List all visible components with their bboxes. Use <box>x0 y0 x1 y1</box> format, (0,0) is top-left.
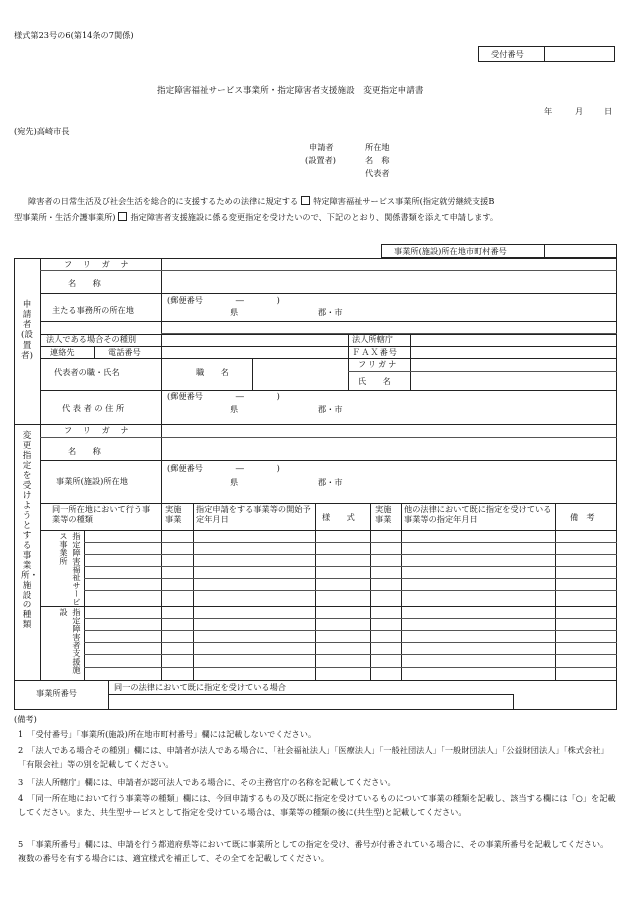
s1-furigana-label: フ リ ガ ナ <box>64 259 133 269</box>
s1-position-label: 職 名 <box>196 367 229 377</box>
s1-rep-postal: (郵便番号 ― ) <box>167 391 280 401</box>
col-notes-header: 備 考 <box>570 512 595 522</box>
col-other-header: 他の法律において既に指定を受けている事業等の指定年月日 <box>404 504 552 525</box>
s1-city: 郡・市 <box>318 307 343 317</box>
page-title: 指定障害福祉サービス事業所・指定障害者支援施設 変更指定申請書 <box>157 86 424 96</box>
same-law-label: 同一の法律において既に指定を受けている場合 <box>114 682 286 692</box>
s2-postal: (郵便番号 ― ) <box>167 463 280 473</box>
s1-rep-city: 郡・市 <box>318 404 343 414</box>
s1-contact-label: 連絡先 <box>50 347 75 357</box>
checkbox-specified-welfare[interactable] <box>301 196 310 205</box>
col-impl2-header: 実施事業 <box>375 504 392 525</box>
col-type-header: 同一所在地において行う事業等の種類 <box>52 504 151 525</box>
note-2: 2 「法人である場合その種別」欄には、申請者が法人である場合に、「社会福祉法人」「医療法人」「一般社団法人」「一般財団法人」「公益財団法人」「株式会社」「有限会社」等の別を記載してください。 <box>18 745 609 769</box>
applicant-label: 申請者 <box>309 142 334 152</box>
intro-part-2: 特定障害福祉サービス事業所(指定就労継続支援B <box>313 196 495 206</box>
date-year: 年 <box>544 106 553 116</box>
applicant-rep-label: 代表者 <box>365 168 390 178</box>
intro-part-3: 型事業所・生活介護事業所) <box>14 212 116 222</box>
s1-rep-address-label: 代 表 者 の 住 所 <box>62 403 125 413</box>
office-number-label: 事業所(施設)所在地市町村番号 <box>394 246 507 256</box>
col-impl-header: 実施事業 <box>165 504 182 525</box>
s1-furigana2-label: フリガナ <box>358 359 399 369</box>
date-month: 月 <box>575 106 584 116</box>
s2-office-location-label: 事業所(施設)所在地 <box>56 476 128 486</box>
group2-label: 指定障害者支援施設 <box>59 608 82 674</box>
s2-furigana-label: フ リ ガ ナ <box>64 425 133 435</box>
intro-part-1: 障害者の日常生活及び社会生活を総合的に支援するための法律に規定する <box>28 196 299 206</box>
note-1: 1 「受付番号」「事業所(施設)所在地市町村番号」欄には記載しないでください。 <box>18 729 317 739</box>
note-4: 4 「同一所在地において行う事業等の種類」欄には、今回申請するもの及び既に指定を受けているものについて事業の種類を記載し、該当する欄には「○」を記載してください。また、共生型サービスとして指定を受けている場合は、事業等の種類の後に(共生型)と記載してください。 <box>18 793 616 817</box>
s2-city: 郡・市 <box>318 477 343 487</box>
s1-corp-authority-label: 法人所轄庁 <box>352 334 393 344</box>
notes-heading: (備考) <box>14 714 37 724</box>
applicant-label-2: (設置者) <box>305 155 336 165</box>
checkbox-support-facility[interactable] <box>118 212 127 221</box>
group1-label: 指定障害福祉サービス事業所 <box>59 532 82 606</box>
s1-postal: (郵便番号 ― ) <box>167 295 280 305</box>
col-start-header: 指定申請をする事業等の開始予定年月日 <box>196 504 311 525</box>
note-5: 5 「事業所番号」欄には、申請を行う都道府県等において既に事業所としての指定を受け、番号が付番されている場合に、その事業所番号を記載してください。複数の番号を有する場合には、適宜様式を補正して、その全てを記載してください。 <box>18 839 609 863</box>
office-number-row-label: 事業所番号 <box>36 688 77 698</box>
office-number-box <box>381 244 617 258</box>
col-style-header: 様 式 <box>322 512 355 522</box>
form-id: 様式第23号の6(第14条の7関係) <box>14 30 134 40</box>
s1-rep-title-label: 代表者の職・氏名 <box>54 367 120 377</box>
s1-person-name-label: 氏 名 <box>358 376 391 386</box>
s1-name-label: 名 称 <box>68 278 101 288</box>
s1-rep-prefecture: 県 <box>230 404 239 414</box>
s2-prefecture: 県 <box>230 477 239 487</box>
s1-main-office-label: 主たる事務所の所在地 <box>52 305 134 315</box>
s2-name-label: 名 称 <box>68 446 101 456</box>
applicant-address-label: 所在地 <box>365 142 390 152</box>
date-day: 日 <box>604 106 613 116</box>
s1-phone-label: 電話番号 <box>108 347 141 357</box>
note-3: 3 「法人所轄庁」欄には、申請者が認可法人である場合に、その主務官庁の名称を記載してください。 <box>18 777 396 787</box>
intro-line-2 <box>14 212 498 222</box>
section1-vertical-label: 申請者(設置者) <box>21 300 33 361</box>
section2-vertical-label: 変更指定を受けようとする事業所・施設の種類 <box>21 431 39 631</box>
intro-part-4: 指定障害者支援施設に係る変更指定を受けたいので、下記のとおり、関係書類を添えて申請します。 <box>130 212 499 222</box>
receipt-label: 受付番号 <box>491 49 524 59</box>
applicant-name-label: 名 称 <box>365 155 390 165</box>
addressee: (宛先)高崎市長 <box>14 126 70 136</box>
s1-fax-label: ＦＡＸ番号 <box>352 347 398 357</box>
intro-line-1 <box>28 196 494 206</box>
s1-corp-type-label: 法人である場合その種別 <box>46 334 137 344</box>
s1-prefecture: 県 <box>230 307 239 317</box>
receipt-box <box>478 46 615 62</box>
